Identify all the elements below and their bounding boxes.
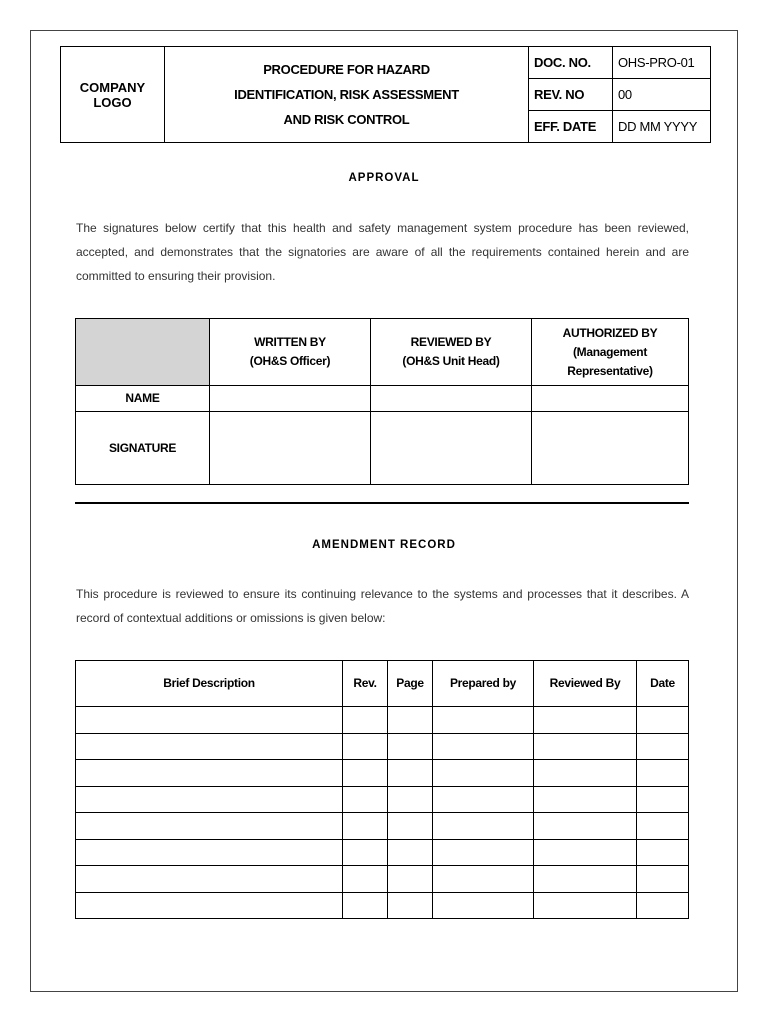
approval-corner-cell [76, 319, 210, 386]
amendment-cell[interactable] [388, 866, 433, 893]
table-row [76, 707, 689, 734]
amendment-cell[interactable] [637, 839, 689, 866]
amendment-cell[interactable] [388, 839, 433, 866]
written-by-title: WRITTEN BY [254, 335, 326, 349]
doc-no-label: DOC. NO. [529, 47, 613, 79]
reviewed-by-name-cell[interactable] [371, 386, 532, 412]
amendment-cell[interactable] [433, 733, 534, 760]
amendment-cell[interactable] [534, 733, 637, 760]
eff-date-value: DD MM YYYY [613, 111, 711, 143]
written-by-role: (OH&S Officer) [249, 354, 331, 368]
amendment-cell[interactable] [343, 866, 388, 893]
amendment-table [75, 660, 689, 919]
title-line-3: AND RISK CONTROL [283, 112, 410, 127]
reviewed-by-role: (OH&S Unit Head) [402, 354, 500, 368]
table-row [76, 813, 689, 840]
amendment-cell[interactable] [433, 839, 534, 866]
amendment-cell[interactable] [343, 813, 388, 840]
table-row [76, 839, 689, 866]
rev-no-label: REV. NO [529, 79, 613, 111]
amendment-cell[interactable] [388, 707, 433, 734]
amendment-cell[interactable] [343, 733, 388, 760]
amendment-cell[interactable] [637, 866, 689, 893]
amendment-cell[interactable] [343, 760, 388, 787]
amendment-paragraph: This procedure is reviewed to ensure its continuing relevance to the systems and processes that it describes. A record of contextual additions or omissions is given below: [76, 587, 689, 625]
table-row [76, 892, 689, 919]
company-logo-placeholder [61, 47, 165, 143]
amendment-cell[interactable] [534, 813, 637, 840]
amendment-cell[interactable] [433, 813, 534, 840]
reviewed-by-signature-cell[interactable] [371, 412, 532, 485]
amendment-cell[interactable] [343, 786, 388, 813]
reviewed-by-header [371, 319, 532, 386]
amendment-cell[interactable] [76, 813, 343, 840]
written-by-name-cell[interactable] [210, 386, 371, 412]
table-row [76, 760, 689, 787]
amendment-cell[interactable] [433, 760, 534, 787]
amendment-cell[interactable] [637, 760, 689, 787]
table-row [76, 786, 689, 813]
title-line-2: IDENTIFICATION, RISK ASSESSMENT [234, 87, 459, 102]
amendment-rows [76, 707, 689, 919]
amendment-cell[interactable] [76, 866, 343, 893]
amendment-cell[interactable] [534, 892, 637, 919]
amendment-cell[interactable] [637, 733, 689, 760]
amendment-cell[interactable] [76, 892, 343, 919]
col-reviewed-by: Reviewed By [534, 661, 637, 707]
amendment-cell[interactable] [433, 892, 534, 919]
amendment-cell[interactable] [76, 760, 343, 787]
name-row-label: NAME [76, 386, 210, 412]
amendment-cell[interactable] [637, 786, 689, 813]
amendment-heading: AMENDMENT RECORD [312, 539, 456, 551]
amendment-cell[interactable] [534, 866, 637, 893]
col-rev: Rev. [343, 661, 388, 707]
amendment-cell[interactable] [388, 760, 433, 787]
amendment-cell[interactable] [534, 760, 637, 787]
amendment-cell[interactable] [637, 892, 689, 919]
approval-heading: APPROVAL [348, 172, 420, 184]
col-date: Date [637, 661, 689, 707]
amendment-cell[interactable] [343, 707, 388, 734]
amendment-cell[interactable] [534, 839, 637, 866]
table-row [76, 866, 689, 893]
amendment-cell[interactable] [343, 839, 388, 866]
authorized-by-name-cell[interactable] [532, 386, 689, 412]
amendment-cell[interactable] [637, 707, 689, 734]
logo-line-1: COMPANY [79, 79, 146, 95]
amendment-cell[interactable] [433, 786, 534, 813]
amendment-cell[interactable] [76, 733, 343, 760]
amendment-cell[interactable] [388, 733, 433, 760]
authorized-by-header [532, 319, 689, 386]
amendment-cell[interactable] [534, 707, 637, 734]
logo-line-2: LOGO [93, 94, 132, 110]
amendment-cell[interactable] [76, 839, 343, 866]
authorized-by-signature-cell[interactable] [532, 412, 689, 485]
amendment-cell[interactable] [76, 786, 343, 813]
doc-no-value: OHS-PRO-01 [613, 47, 711, 79]
approval-table [75, 318, 689, 485]
amendment-cell[interactable] [388, 813, 433, 840]
amendment-cell[interactable] [343, 892, 388, 919]
title-line-1: PROCEDURE FOR HAZARD [263, 62, 430, 77]
amendment-cell[interactable] [388, 892, 433, 919]
authorized-by-title: AUTHORIZED BY [562, 325, 658, 340]
reviewed-by-title: REVIEWED BY [410, 335, 492, 349]
amendment-cell[interactable] [388, 786, 433, 813]
document-title [165, 47, 529, 143]
authorized-by-role: (Management Representative) [567, 344, 653, 378]
col-prepared-by: Prepared by [433, 661, 534, 707]
amendment-cell[interactable] [637, 813, 689, 840]
col-page: Page [388, 661, 433, 707]
table-row [76, 733, 689, 760]
amendment-cell[interactable] [433, 707, 534, 734]
eff-date-label: EFF. DATE [529, 111, 613, 143]
approval-paragraph: The signatures below certify that this health and safety management system procedure has been reviewed, accepted, and demonstrates that the signatories are aware of all the requirements contained herein and are committed to ensuring their provision. [76, 221, 689, 283]
rev-no-value: 00 [613, 79, 711, 111]
signature-row-label: SIGNATURE [76, 412, 210, 485]
section-divider [75, 502, 689, 504]
written-by-signature-cell[interactable] [210, 412, 371, 485]
amendment-cell[interactable] [76, 707, 343, 734]
amendment-cell[interactable] [534, 786, 637, 813]
amendment-cell[interactable] [433, 866, 534, 893]
document-header [60, 46, 711, 143]
col-brief-description: Brief Description [76, 661, 343, 707]
written-by-header [210, 319, 371, 386]
